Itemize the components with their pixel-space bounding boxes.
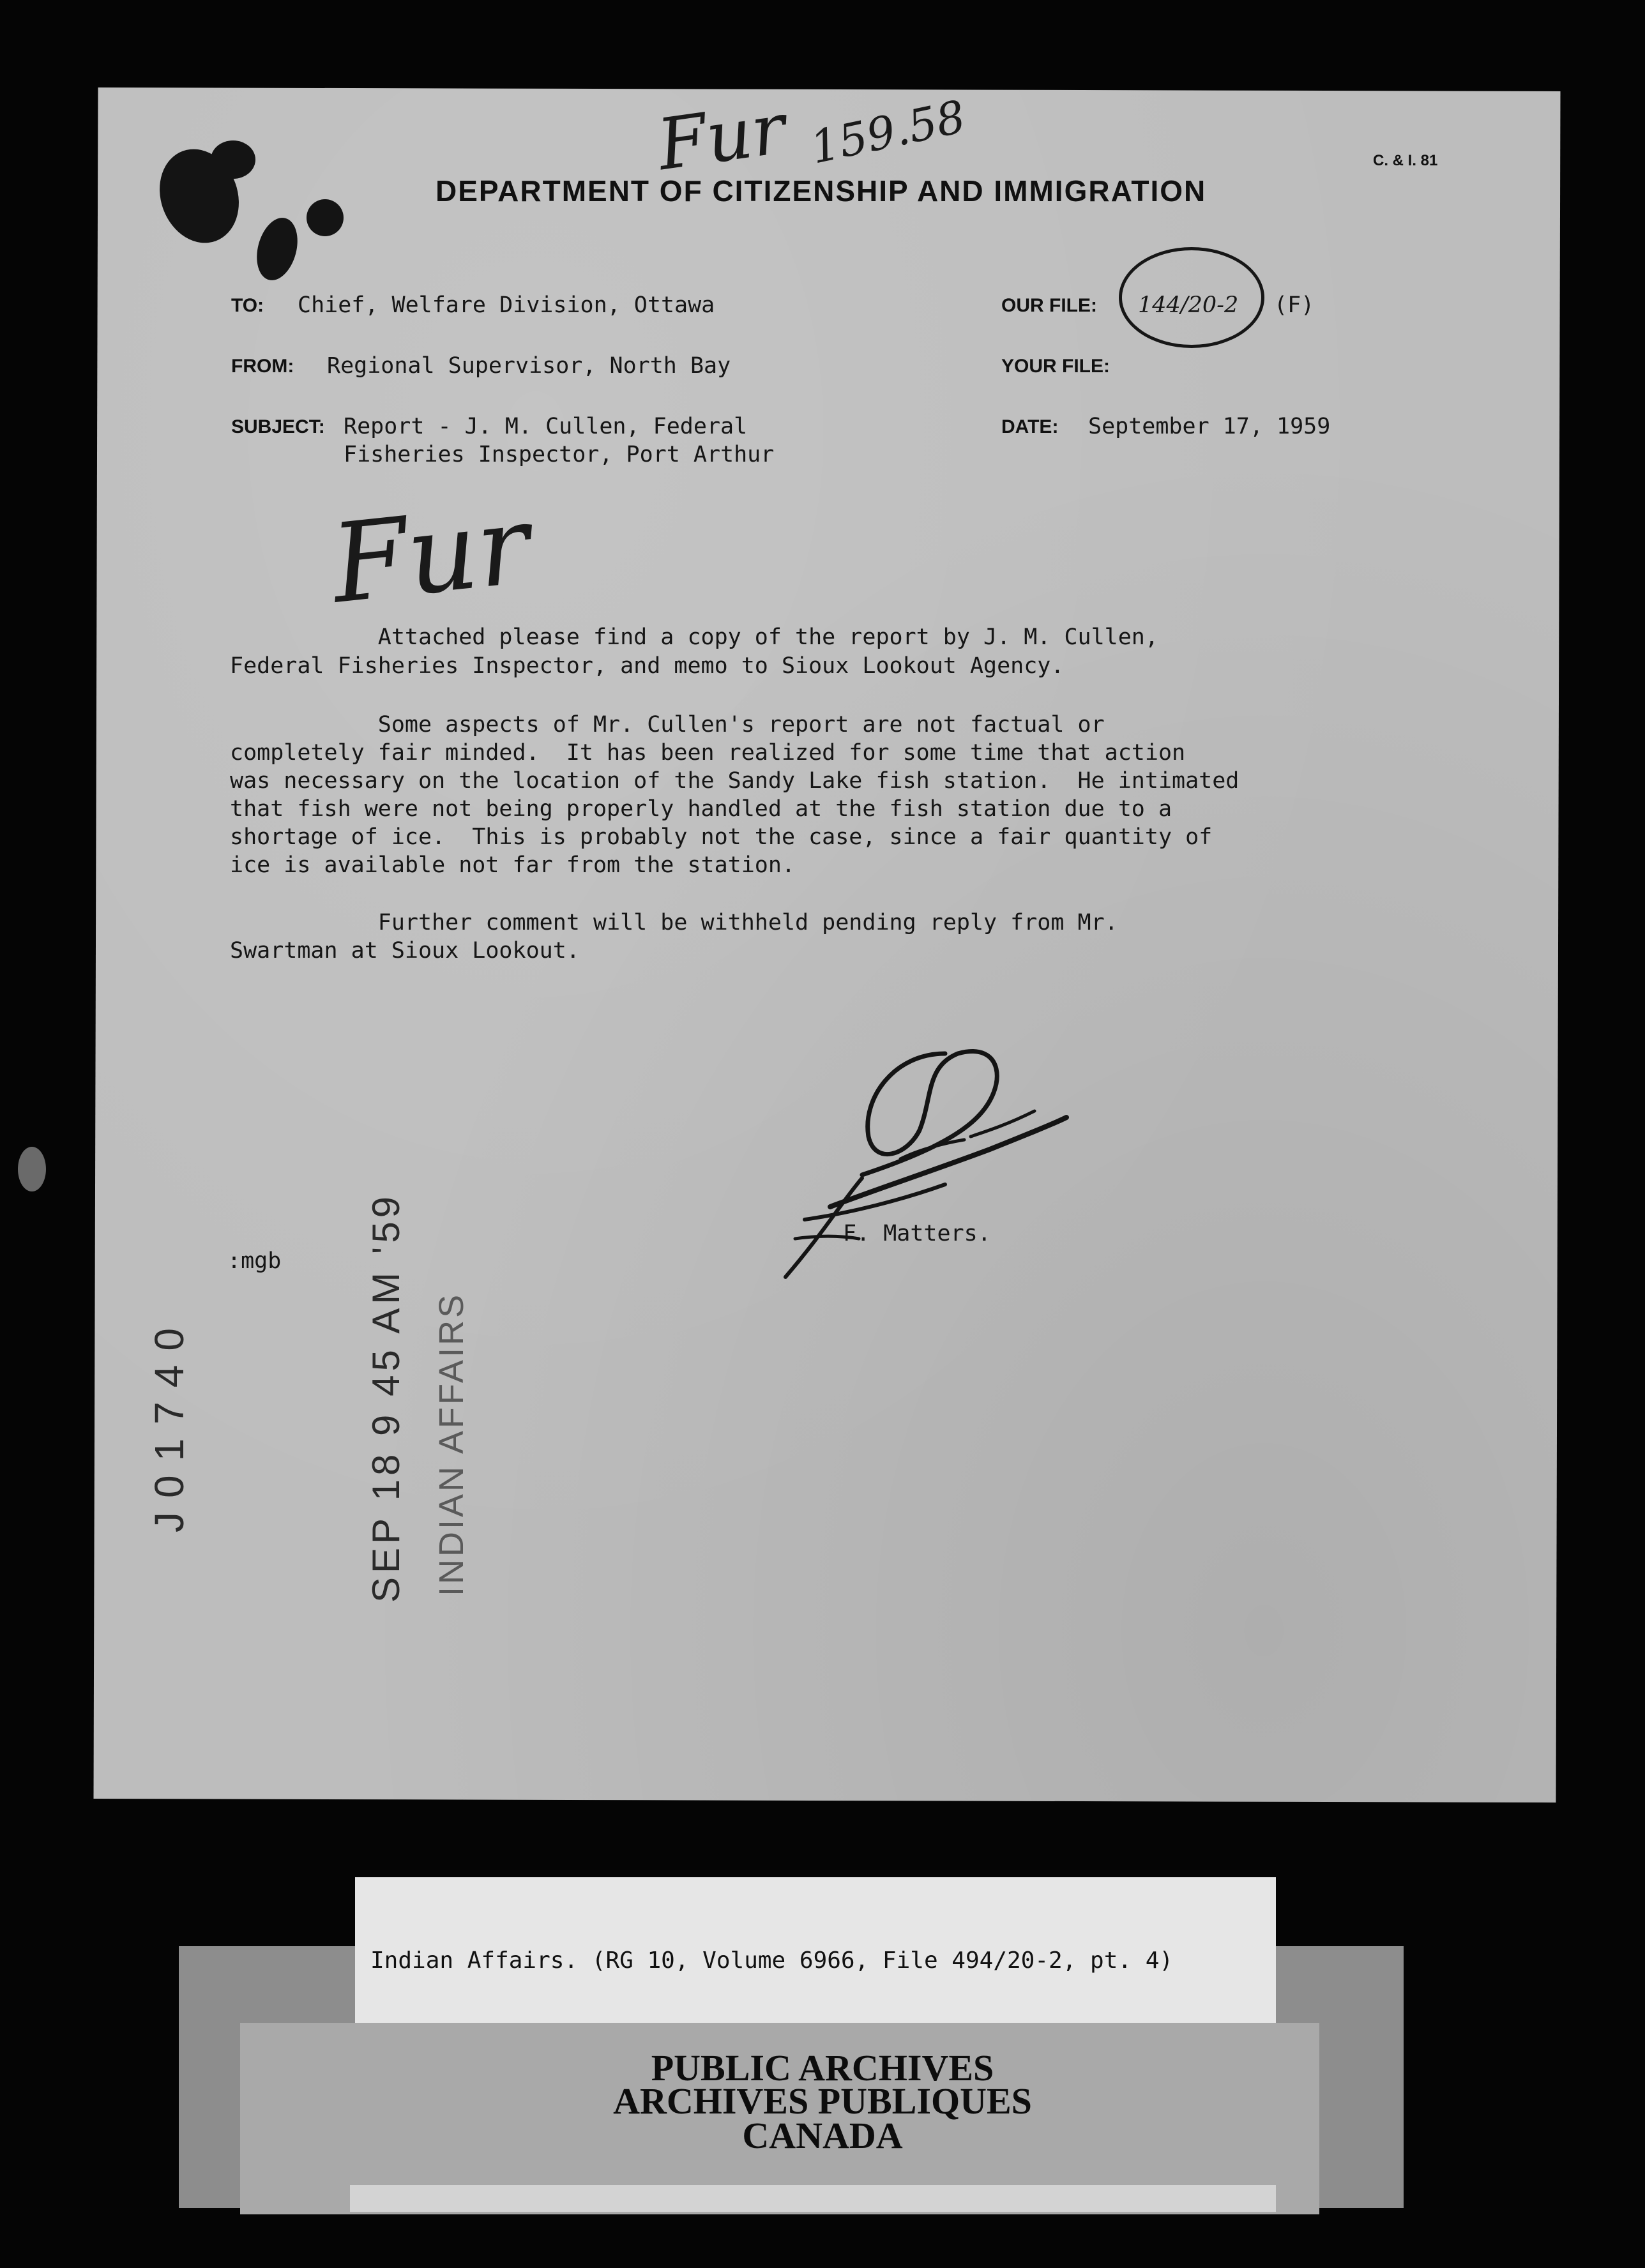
received-date-stamp: SEP 18 9 45 AM '59 bbox=[365, 1192, 407, 1603]
registry-number: J01740 bbox=[146, 1314, 192, 1532]
handwritten-fur: Fur bbox=[326, 481, 536, 628]
paragraph-3-line-2: Swartman at Sioux Lookout. bbox=[230, 938, 580, 964]
our-file-suffix: (F) bbox=[1274, 292, 1315, 318]
to-label: TO: bbox=[231, 295, 264, 316]
handwritten-fur-top: Fur bbox=[653, 87, 791, 186]
ink-stain bbox=[18, 1147, 46, 1191]
handwritten-file-number: 159.58 bbox=[806, 90, 970, 174]
paragraph-3-line-1: Further comment will be withheld pending reply from Mr. bbox=[230, 910, 1118, 935]
archive-tray-strip bbox=[350, 2185, 1276, 2212]
your-file-label: YOUR FILE: bbox=[1001, 356, 1110, 377]
signatory-name: F. Matters. bbox=[843, 1221, 991, 1246]
date-value: September 17, 1959 bbox=[1088, 414, 1331, 439]
signature-mark bbox=[734, 1028, 1092, 1296]
subject-line-2: Fisheries Inspector, Port Arthur bbox=[344, 442, 775, 467]
ink-stain bbox=[307, 199, 344, 236]
to-value: Chief, Welfare Division, Ottawa bbox=[298, 292, 715, 318]
form-number: C. & I. 81 bbox=[1373, 152, 1438, 169]
paragraph-1-line-2: Federal Fisheries Inspector, and memo to Sioux Lookout Agency. bbox=[230, 653, 1065, 679]
typist-initials: :mgb bbox=[227, 1248, 282, 1274]
subject-label: SUBJECT: bbox=[231, 416, 325, 437]
archives-line-1: PUBLIC ARCHIVES bbox=[651, 2047, 994, 2089]
paragraph-2-line-1: Some aspects of Mr. Cullen's report are not factual or bbox=[230, 712, 1105, 737]
ink-stain bbox=[211, 140, 255, 179]
department-title: DEPARTMENT OF CITIZENSHIP AND IMMIGRATION bbox=[436, 174, 1207, 208]
our-file-value: 144/20-2 bbox=[1138, 292, 1239, 318]
paragraph-2-line-6: ice is available not far from the station. bbox=[230, 852, 796, 878]
received-office-stamp: INDIAN AFFAIRS bbox=[432, 1292, 471, 1596]
paragraph-2-line-3: was necessary on the location of the Sandy Lake fish station. He intimated bbox=[230, 768, 1239, 794]
subject-line-1: Report - J. M. Cullen, Federal bbox=[344, 414, 748, 439]
archive-reference: Indian Affairs. (RG 10, Volume 6966, File 494/20-2, pt. 4) bbox=[370, 1947, 1174, 1974]
paragraph-2-line-2: completely fair minded. It has been realized for some time that action bbox=[230, 740, 1186, 766]
archives-line-3: CANADA bbox=[742, 2115, 903, 2156]
archives-line-2: ARCHIVES PUBLIQUES bbox=[613, 2080, 1032, 2122]
from-value: Regional Supervisor, North Bay bbox=[327, 353, 731, 379]
paragraph-1-line-1: Attached please find a copy of the report by J. M. Cullen, bbox=[230, 624, 1158, 650]
paragraph-2-line-4: that fish were not being properly handled at the fish station due to a bbox=[230, 796, 1172, 822]
paragraph-2-line-5: shortage of ice. This is probably not the case, since a fair quantity of bbox=[230, 824, 1213, 850]
our-file-label: OUR FILE: bbox=[1001, 295, 1097, 316]
from-label: FROM: bbox=[231, 356, 294, 377]
date-label: DATE: bbox=[1001, 416, 1059, 437]
